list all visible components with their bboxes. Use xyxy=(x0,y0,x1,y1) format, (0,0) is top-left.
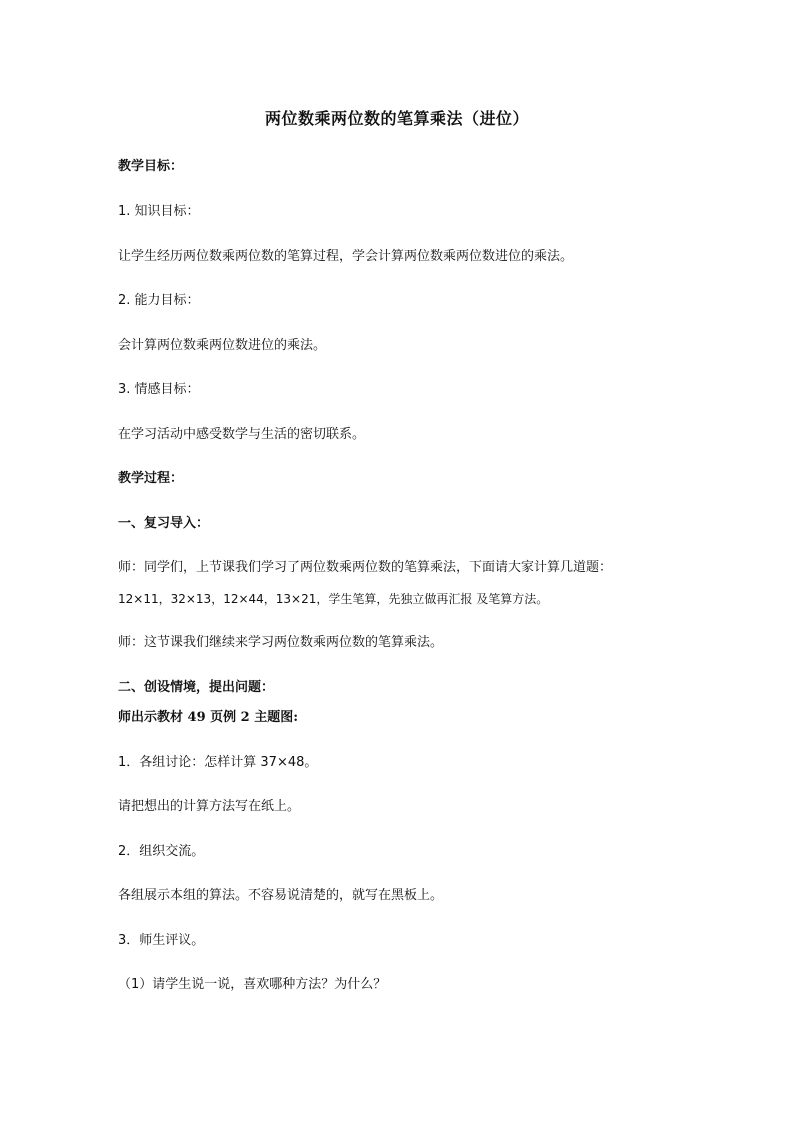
part-2-heading: 二、创设情境，提出问题： xyxy=(118,680,275,695)
part-1-heading: 一、复习导入： xyxy=(118,516,210,531)
part-2-subheading: 师出示教材 49 页例 2 主题图: xyxy=(118,710,299,725)
process-heading: 教学过程： xyxy=(118,471,184,486)
objective-3-label: 3. 情感目标： xyxy=(118,382,200,397)
objective-2-text: 会计算两位数乘两位数进位的乘法。 xyxy=(118,338,327,353)
objective-1-text: 让学生经历两位数乘两位数的笔算过程，学会计算两位数乘两位数进位的乘法。 xyxy=(118,249,574,264)
step-2: 2．组织交流。 xyxy=(118,844,205,859)
objective-1-label: 1. 知识目标： xyxy=(118,204,200,219)
document-title: 两位数乘两位数的笔算乘法（进位） xyxy=(264,109,529,128)
part-1-line-2: 12×11，32×13，12×44，13×21，学生笔算，先独立做再汇报 及笔算方法。 xyxy=(118,592,549,606)
objectives-heading: 教学目标： xyxy=(118,159,184,174)
step-1-text: 请把想出的计算方法写在纸上。 xyxy=(118,799,301,814)
step-3: 3．师生评议。 xyxy=(118,933,205,948)
objective-3-text: 在学习活动中感受数学与生活的密切联系。 xyxy=(118,427,366,442)
step-2-text: 各组展示本组的算法。不容易说清楚的，就写在黑板上。 xyxy=(118,888,444,903)
part-1-line-3: 师：这节课我们继续来学习两位数乘两位数的笔算乘法。 xyxy=(118,635,444,650)
objective-2-label: 2. 能力目标： xyxy=(118,293,200,308)
step-3-text: （1）请学生说一说，喜欢哪种方法？为什么？ xyxy=(118,977,387,992)
part-1-line-1: 师：同学们，上节课我们学习了两位数乘两位数的笔算乘法，下面请大家计算几道题： xyxy=(118,560,613,575)
step-1: 1．各组讨论：怎样计算 37×48。 xyxy=(118,755,318,770)
